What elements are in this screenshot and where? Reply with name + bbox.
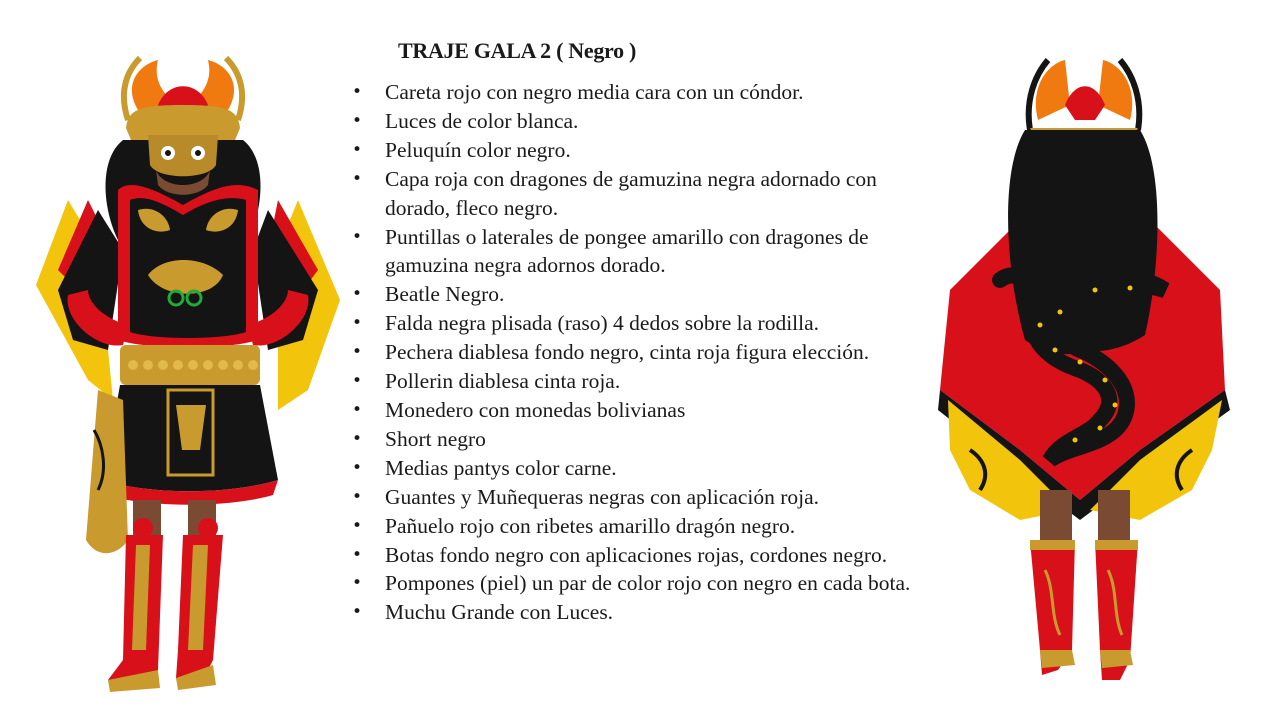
costume-back-photo [930, 50, 1240, 695]
costume-item-list [352, 78, 942, 627]
mask-crest [124, 58, 242, 145]
costume-item: • Capa roja con dragones de gamuzina negra adornado con dorado, fleco negro. [352, 165, 942, 223]
costume-item: • Medias pantys color carne. [352, 454, 942, 483]
costume-item: • Monedero con monedas bolivianas [352, 396, 942, 425]
costume-item: • Short negro [352, 425, 942, 454]
costume-item: • Guantes y Muñequeras negras con aplicación roja. [352, 483, 942, 512]
costume-item: • Puntillas o laterales de pongee amarillo con dragones de gamuzina negra adornos dorado. [352, 223, 942, 281]
costume-item: • Pompones (piel) un par de color rojo con negro en cada bota. [352, 569, 942, 598]
costume-item: • Pañuelo rojo con ribetes amarillo dragón negro. [352, 512, 942, 541]
costume-item: • Careta rojo con negro media cara con un cóndor. [352, 78, 942, 107]
costume-item: • Beatle Negro. [352, 280, 942, 309]
costume-item: • Luces de color blanca. [352, 107, 942, 136]
costume-item: • Muchu Grande con Luces. [352, 598, 942, 627]
costume-item: • Peluquín color negro. [352, 136, 942, 165]
costume-item: • Pechera diablesa fondo negro, cinta roja figura elección. [352, 338, 942, 367]
costume-front-photo [28, 50, 348, 695]
costume-item: • Pollerin diablesa cinta roja. [352, 367, 942, 396]
slide-title: TRAJE GALA 2 ( Negro ) [398, 38, 637, 63]
costume-item: • Botas fondo negro con aplicaciones rojas, cordones negro. [352, 541, 942, 570]
costume-item: • Falda negra plisada (raso) 4 dedos sobre la rodilla. [352, 309, 942, 338]
